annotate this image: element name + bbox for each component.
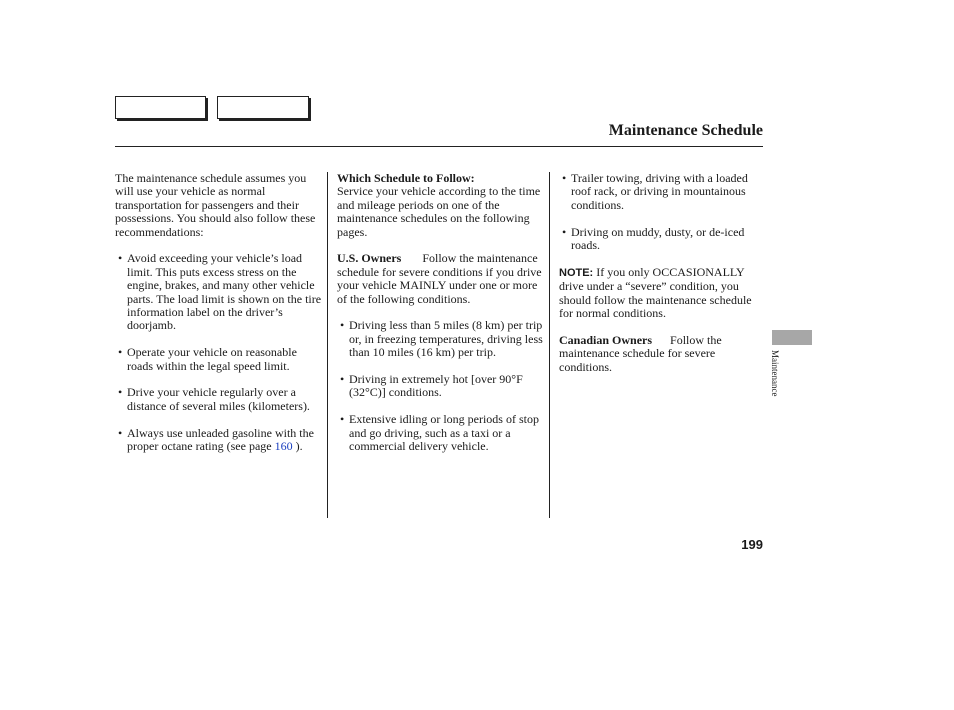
bullet-icon: • [340,372,345,387]
list-item [118,252,323,332]
page-link[interactable]: 160 [274,439,293,454]
list-item-text-start: Always use unleaded gasoline with the proper octane rating (see page [127,425,314,454]
list-item [340,319,543,359]
page-title: Maintenance Schedule [608,122,763,139]
section-tab-label: Maintenance [770,350,780,397]
list-item-text: Extensive idling or long periods of stop and go driving, such as a taxi or a commercial delivery vehicle. [349,412,539,454]
bullet-icon: • [118,345,123,360]
list-item-text: Driving less than 5 miles (8 km) per trip or, in freezing temperatures, driving less than 10 miles (16 km) per trip. [349,318,543,360]
canadian-owners-heading: Canadian Owners [559,332,653,347]
list-item [118,386,323,413]
column-1 [115,172,323,453]
column-2 [337,172,543,453]
bullet-icon: • [340,412,345,427]
list-item-text: Driving on muddy, dusty, or de-iced roads. [571,224,745,253]
note-text: If you only OCCASIONALLY drive under a “severe” condition, you should follow the maintenance schedule for normal conditions. [559,264,752,321]
intro-paragraph: The maintenance schedule assumes you will use your vehicle as normal transportation for passengers and their possessions. You should also follow these recommendations: [115,171,316,239]
list-item [340,413,543,453]
section-paragraph: Service your vehicle according to the time and mileage periods on one of the maintenance schedules on the following pages. [337,184,541,239]
note-paragraph [559,266,765,321]
section-heading: Which Schedule to Follow: [337,171,475,185]
list-item [562,226,765,253]
nav-button-1[interactable] [115,96,206,119]
us-owners-heading: U.S. Owners [337,251,402,266]
bullet-icon: • [118,251,123,266]
column-divider-2 [549,172,550,518]
list-item [340,373,543,400]
list-item-text: Avoid exceeding your vehicle’s load limit. This puts excess stress on the engine, brakes, and many other vehicle parts. The load limit is shown on the tire information label on the driver’s doorjamb. [127,251,322,333]
list-item-text: Drive your vehicle regularly over a distance of several miles (kilometers). [127,385,310,413]
note-label: NOTE: [559,266,594,279]
column-3 [559,172,765,374]
us-owners-paragraph [337,252,543,306]
column-divider-1 [327,172,328,518]
us-owners-text: Follow the maintenance schedule for severe conditions if you drive your vehicle MAINLY under one or more of the following conditions. [337,251,542,306]
page-number: 199 [741,537,763,552]
bullet-icon: • [340,318,345,333]
list-item-text-end: ). [295,439,303,454]
nav-button-2[interactable] [217,96,309,119]
list-item [118,427,323,454]
bullet-icon: • [118,425,123,440]
bullet-icon: • [562,224,567,239]
section-tab[interactable] [772,330,812,345]
list-item-text: Driving in extremely hot [over 90°F (32°C)] conditions. [349,372,523,400]
title-divider [115,146,763,147]
bullet-icon: • [118,385,123,400]
canadian-owners-text: Follow the maintenance schedule for severe conditions. [559,332,722,374]
list-item [562,172,765,212]
bullet-icon: • [562,171,567,185]
list-item-text: Trailer towing, driving with a loaded roof rack, or driving in mountainous conditions. [571,171,748,212]
canadian-owners-paragraph [559,334,765,374]
list-item [118,346,323,373]
list-item-text: Operate your vehicle on reasonable roads within the legal speed limit. [127,345,297,373]
list-item-text [127,427,323,454]
